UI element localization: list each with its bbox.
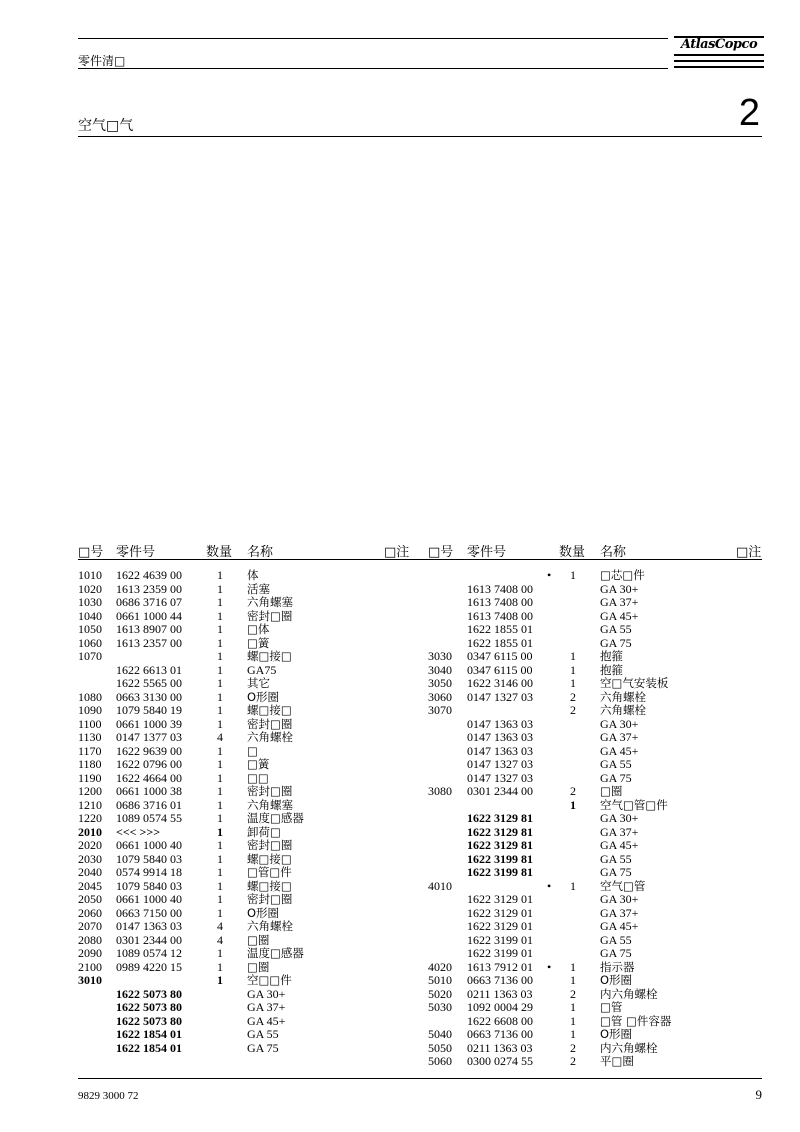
part-number: 1622 5565 00 — [116, 676, 182, 690]
quantity: 1 — [570, 959, 576, 974]
col-header-pos: □号 — [78, 545, 104, 560]
part-name: 体 — [247, 568, 259, 582]
quantity: 1 — [570, 973, 576, 987]
part-number: 0147 1327 03 — [467, 689, 533, 704]
part-number: 1092 0004 29 — [467, 1000, 533, 1014]
part-number: 0147 1363 03 — [467, 716, 533, 731]
chapter-number: 2 — [738, 92, 760, 134]
part-number: 1613 7408 00 — [467, 608, 533, 623]
part-number: 0147 1363 03 — [467, 743, 533, 758]
table-row — [0, 704, 800, 718]
part-name: 六角螺塞 — [247, 595, 293, 609]
part-name: 螺□接□ — [247, 878, 292, 893]
table-row — [0, 583, 800, 597]
position-number: 3010 — [78, 973, 102, 987]
part-number: 1613 7408 00 — [467, 581, 533, 596]
part-name: 抱箍 — [600, 649, 623, 663]
part-number: 0147 1363 03 — [467, 730, 533, 744]
position-number: 1180 — [78, 757, 102, 771]
table-row — [0, 569, 800, 583]
part-name: GA 45+ — [247, 1013, 286, 1028]
position-number: 1010 — [78, 568, 102, 582]
quantity: 1 — [570, 1000, 576, 1014]
part-number: 0663 3130 00 — [116, 689, 182, 704]
doc-title: 零件清□ — [78, 54, 126, 68]
part-number: 1079 5840 03 — [116, 878, 182, 893]
position-number: 1050 — [78, 622, 102, 636]
table-row — [0, 826, 800, 840]
quantity: 2 — [570, 986, 576, 1001]
part-number: 1622 3129 01 — [467, 905, 533, 920]
position-number: 3040 — [428, 662, 452, 677]
position-number: 2100 — [78, 959, 102, 974]
quantity: 1 — [570, 1013, 576, 1028]
col-header-part-no: 零件号 — [116, 545, 156, 560]
quantity: 1 — [217, 878, 223, 893]
position-number: 3080 — [428, 784, 452, 798]
position-number: 2020 — [78, 838, 102, 852]
part-number: 0211 1363 03 — [467, 986, 533, 1001]
part-number: 0661 1000 39 — [116, 716, 182, 731]
logo-text: AtlasCopco — [680, 37, 758, 52]
part-name: 六角螺栓 — [247, 919, 293, 933]
table-row — [0, 691, 800, 705]
part-number: 0574 9914 18 — [116, 865, 182, 879]
quantity: 1 — [217, 581, 223, 596]
table-row — [0, 866, 800, 880]
part-name: □□ — [247, 770, 269, 785]
part-name: GA 30+ — [600, 892, 639, 906]
quantity: 1 — [217, 635, 223, 650]
position-number: 2010 — [78, 824, 102, 839]
table-row — [0, 677, 800, 691]
part-number: 1622 3129 01 — [467, 892, 533, 906]
quantity: 1 — [217, 865, 223, 879]
quantity: 2 — [570, 784, 576, 798]
part-number: 0661 1000 44 — [116, 608, 182, 623]
part-name: □ — [247, 743, 258, 758]
table-row — [0, 1001, 800, 1015]
footer-rule — [78, 1078, 762, 1079]
part-name: GA 55 — [600, 932, 632, 947]
part-name: 密封□圈 — [247, 784, 293, 798]
part-name: GA 37+ — [600, 824, 639, 839]
position-number: 1210 — [78, 797, 102, 812]
table-row — [0, 718, 800, 732]
part-number: 1613 2359 00 — [116, 581, 182, 596]
part-number: 0211 1363 03 — [467, 1040, 533, 1055]
position-number: 2060 — [78, 905, 102, 920]
part-number: 1079 5840 19 — [116, 703, 182, 717]
position-number: 1080 — [78, 689, 102, 704]
position-number: 1060 — [78, 635, 102, 650]
part-name: GA 75 — [247, 1040, 279, 1055]
part-name: □体 — [247, 622, 270, 636]
part-name: □簧 — [247, 635, 270, 650]
part-name: 活塞 — [247, 581, 270, 596]
quantity: 1 — [570, 878, 576, 893]
part-name: □管□件 — [247, 865, 292, 879]
part-name: 指示器 — [600, 959, 635, 974]
quantity: 1 — [217, 770, 223, 785]
position-number: 1200 — [78, 784, 102, 798]
quantity: 1 — [217, 703, 223, 717]
col-header-name: 名称 — [600, 545, 627, 560]
position-number: 1220 — [78, 811, 102, 825]
table-row — [0, 745, 800, 759]
quantity: 1 — [217, 824, 223, 839]
part-number: 0347 6115 00 — [467, 649, 533, 663]
part-name: GA 75 — [600, 865, 632, 879]
part-number: 1613 7408 00 — [467, 595, 533, 609]
part-name: 空气□管□件 — [600, 797, 668, 812]
part-number: 1622 9639 00 — [116, 743, 182, 758]
quantity: 1 — [570, 662, 576, 677]
col-header-qty: 数量 — [206, 545, 233, 560]
table-header-rule — [78, 559, 762, 560]
table-row — [0, 785, 800, 799]
part-number: 0347 6115 00 — [467, 662, 533, 677]
quantity: 1 — [217, 973, 223, 987]
part-number: 1613 2357 00 — [116, 635, 182, 650]
table-row — [0, 988, 800, 1002]
position-number: 5030 — [428, 1000, 452, 1014]
part-name: GA 45+ — [600, 608, 639, 623]
part-name: 密封□圈 — [247, 608, 293, 623]
part-number: 0147 1377 03 — [116, 730, 182, 744]
table-row — [0, 799, 800, 813]
section-title: 空气□气 — [78, 118, 134, 134]
position-number: 5010 — [428, 973, 452, 987]
part-name: 六角螺栓 — [247, 730, 293, 744]
table-row — [0, 664, 800, 678]
quantity: 1 — [217, 568, 223, 582]
position-number: 2030 — [78, 851, 102, 866]
part-name: 抱箍 — [600, 662, 623, 677]
part-name: 平□圈 — [600, 1054, 634, 1068]
part-name: 六角螺栓 — [600, 703, 646, 717]
part-name: □圈 — [600, 784, 623, 798]
table-row — [0, 731, 800, 745]
part-number: 1622 3146 00 — [467, 676, 533, 690]
table-row — [0, 637, 800, 651]
table-row — [0, 1042, 800, 1056]
component-bullet: • — [547, 959, 552, 974]
quantity: 1 — [217, 838, 223, 852]
quantity: 4 — [217, 730, 223, 744]
quantity: 1 — [217, 743, 223, 758]
position-number: 2045 — [78, 878, 102, 893]
part-name: 螺□接□ — [247, 703, 292, 717]
section-rule — [78, 136, 762, 137]
part-number: 1622 3199 01 — [467, 946, 533, 960]
col-header-remark: □注 — [736, 545, 762, 560]
part-name: GA 45+ — [600, 919, 639, 933]
table-row — [0, 596, 800, 610]
part-number: 0989 4220 15 — [116, 959, 182, 974]
quantity: 1 — [217, 784, 223, 798]
position-number: 1090 — [78, 703, 102, 717]
part-name: 其它 — [247, 676, 270, 690]
part-name: 温度□感器 — [247, 946, 304, 960]
part-number: 0686 3716 01 — [116, 797, 182, 812]
position-number: 2050 — [78, 892, 102, 906]
part-number: 1622 3129 81 — [467, 838, 533, 852]
part-name: O形圈 — [600, 1027, 633, 1041]
part-number: 0663 7136 00 — [467, 973, 533, 987]
part-name: 内六角螺栓 — [600, 1040, 658, 1055]
part-name: 密封□圈 — [247, 892, 293, 906]
table-row — [0, 758, 800, 772]
table-row — [0, 920, 800, 934]
table-row — [0, 907, 800, 921]
quantity: 1 — [217, 959, 223, 974]
quantity: 1 — [217, 676, 223, 690]
quantity: 2 — [570, 703, 576, 717]
part-number: 0686 3716 07 — [116, 595, 182, 609]
part-name: GA75 — [247, 662, 277, 677]
part-name: GA 37+ — [600, 730, 639, 744]
part-name: 密封□圈 — [247, 838, 293, 852]
part-number: 1613 7912 01 — [467, 959, 533, 974]
quantity: 1 — [570, 797, 576, 812]
position-number: 1040 — [78, 608, 102, 623]
table-row — [0, 880, 800, 894]
atlas-copco-logo — [672, 36, 766, 68]
table-row — [0, 623, 800, 637]
position-number: 1170 — [78, 743, 102, 758]
part-number: 0663 7136 00 — [467, 1027, 533, 1041]
part-name: 六角螺栓 — [600, 689, 646, 704]
part-name: GA 30+ — [247, 986, 286, 1001]
part-name: 六角螺塞 — [247, 797, 293, 812]
component-bullet: • — [547, 878, 552, 893]
part-name: GA 30+ — [600, 716, 639, 731]
position-number: 4010 — [428, 878, 452, 893]
part-number: 0661 1000 40 — [116, 892, 182, 906]
part-name: 空□□件 — [247, 973, 292, 987]
part-name: GA 55 — [247, 1027, 279, 1041]
part-name: □圈 — [247, 932, 270, 947]
part-number: 1622 6608 00 — [467, 1013, 533, 1028]
position-number: 1020 — [78, 581, 102, 596]
part-number: 1622 4664 00 — [116, 770, 182, 785]
part-number: 1089 0574 55 — [116, 811, 182, 825]
part-number: <<< >>> — [116, 824, 161, 839]
part-number: 1622 1855 01 — [467, 622, 533, 636]
position-number: 2040 — [78, 865, 102, 879]
part-name: GA 75 — [600, 946, 632, 960]
quantity: 2 — [570, 1054, 576, 1068]
quantity: 1 — [570, 676, 576, 690]
position-number: 2090 — [78, 946, 102, 960]
part-number: 1622 3199 01 — [467, 932, 533, 947]
part-name: GA 75 — [600, 770, 632, 785]
col-header-pos: □号 — [428, 545, 454, 560]
quantity: 1 — [217, 716, 223, 731]
table-row — [0, 1015, 800, 1029]
table-row — [0, 1028, 800, 1042]
part-name: GA 55 — [600, 622, 632, 636]
table-row — [0, 812, 800, 826]
part-number: 1622 1854 01 — [116, 1027, 182, 1041]
quantity: 1 — [217, 622, 223, 636]
position-number: 2070 — [78, 919, 102, 933]
col-header-remark: □注 — [384, 545, 410, 560]
quantity: 4 — [217, 919, 223, 933]
table-row — [0, 974, 800, 988]
position-number: 3060 — [428, 689, 452, 704]
part-number: 1622 4639 00 — [116, 568, 182, 582]
quantity: 2 — [570, 1040, 576, 1055]
position-number: 5060 — [428, 1054, 452, 1068]
part-name: GA 30+ — [600, 811, 639, 825]
part-name: GA 55 — [600, 757, 632, 771]
part-name: GA 55 — [600, 851, 632, 866]
quantity: 1 — [217, 811, 223, 825]
part-name: 螺□接□ — [247, 851, 292, 866]
quantity: 4 — [217, 932, 223, 947]
col-header-part-no: 零件号 — [467, 545, 507, 560]
header-bottom-rule — [78, 68, 668, 69]
part-name: GA 75 — [600, 635, 632, 650]
part-number: 0661 1000 38 — [116, 784, 182, 798]
doc-number: 9829 3000 72 — [78, 1090, 139, 1102]
part-name: GA 45+ — [600, 838, 639, 852]
part-number: 1622 5073 80 — [116, 986, 182, 1001]
quantity: 1 — [217, 892, 223, 906]
part-number: 0301 2344 00 — [467, 784, 533, 798]
part-name: □管 □件容器 — [600, 1013, 672, 1028]
quantity: 1 — [217, 905, 223, 920]
part-number: 1622 3129 81 — [467, 824, 533, 839]
part-name: 螺□接□ — [247, 649, 292, 663]
quantity: 1 — [217, 797, 223, 812]
part-name: □簧 — [247, 757, 270, 771]
part-name: □管 — [600, 1000, 623, 1014]
part-number: 1622 3199 81 — [467, 865, 533, 879]
quantity: 1 — [217, 689, 223, 704]
part-name: GA 37+ — [600, 905, 639, 920]
quantity: 1 — [217, 757, 223, 771]
part-name: 内六角螺栓 — [600, 986, 658, 1001]
position-number: 1100 — [78, 716, 102, 731]
part-number: 1622 1854 01 — [116, 1040, 182, 1055]
part-name: GA 37+ — [600, 595, 639, 609]
part-number: 1622 0796 00 — [116, 757, 182, 771]
position-number: 3050 — [428, 676, 452, 690]
position-number: 3070 — [428, 703, 452, 717]
part-name: 密封□圈 — [247, 716, 293, 731]
position-number: 5050 — [428, 1040, 452, 1055]
quantity: 1 — [217, 608, 223, 623]
part-number: 0147 1327 03 — [467, 757, 533, 771]
position-number: 4020 — [428, 959, 452, 974]
position-number: 1030 — [78, 595, 102, 609]
col-header-name: 名称 — [247, 545, 274, 560]
table-row — [0, 839, 800, 853]
table-row — [0, 934, 800, 948]
part-name: □芯□件 — [600, 568, 645, 582]
part-name: GA 45+ — [600, 743, 639, 758]
part-name: 空气□管 — [600, 878, 646, 893]
position-number: 5020 — [428, 986, 452, 1001]
position-number: 3030 — [428, 649, 452, 663]
part-name: O形圈 — [247, 905, 280, 920]
quantity: 1 — [217, 946, 223, 960]
part-number: 0661 1000 40 — [116, 838, 182, 852]
part-name: GA 37+ — [247, 1000, 286, 1014]
part-number: 1622 5073 80 — [116, 1013, 182, 1028]
part-number: 0300 0274 55 — [467, 1054, 533, 1068]
part-name: 空□气安装板 — [600, 676, 669, 690]
quantity: 1 — [217, 649, 223, 663]
page-number: 9 — [755, 1087, 762, 1102]
quantity: 1 — [570, 1027, 576, 1041]
part-name: GA 30+ — [600, 581, 639, 596]
table-row — [0, 610, 800, 624]
position-number: 1190 — [78, 770, 102, 785]
part-name: □圈 — [247, 959, 270, 974]
part-number: 0301 2344 00 — [116, 932, 182, 947]
quantity: 1 — [217, 662, 223, 677]
position-number: 1130 — [78, 730, 102, 744]
table-row — [0, 947, 800, 961]
part-number: 1622 3199 81 — [467, 851, 533, 866]
quantity: 2 — [570, 689, 576, 704]
position-number: 1070 — [78, 649, 102, 663]
part-name: 卸荷□ — [247, 824, 281, 839]
part-number: 1622 5073 80 — [116, 1000, 182, 1014]
quantity: 1 — [570, 568, 576, 582]
part-number: 0147 1363 03 — [116, 919, 182, 933]
part-name: O形圈 — [600, 973, 633, 987]
table-row — [0, 772, 800, 786]
part-number: 1613 8907 00 — [116, 622, 182, 636]
part-number: 1622 3129 01 — [467, 919, 533, 933]
part-number: 0147 1327 03 — [467, 770, 533, 785]
table-row — [0, 853, 800, 867]
part-number: 0663 7150 00 — [116, 905, 182, 920]
part-name: 温度□感器 — [247, 811, 304, 825]
part-number: 1079 5840 03 — [116, 851, 182, 866]
position-number: 5040 — [428, 1027, 452, 1041]
part-number: 1089 0574 12 — [116, 946, 182, 960]
table-row — [0, 1055, 800, 1069]
part-name: O形圈 — [247, 689, 280, 704]
part-number: 1622 3129 81 — [467, 811, 533, 825]
quantity: 1 — [217, 851, 223, 866]
table-row — [0, 961, 800, 975]
col-header-qty: 数量 — [559, 545, 586, 560]
quantity: 1 — [217, 595, 223, 609]
table-row — [0, 893, 800, 907]
quantity: 1 — [570, 649, 576, 663]
component-bullet: • — [547, 568, 552, 582]
header-top-rule — [78, 38, 668, 39]
position-number: 2080 — [78, 932, 102, 947]
part-number: 1622 6613 01 — [116, 662, 182, 677]
table-row — [0, 650, 800, 664]
part-number: 1622 1855 01 — [467, 635, 533, 650]
